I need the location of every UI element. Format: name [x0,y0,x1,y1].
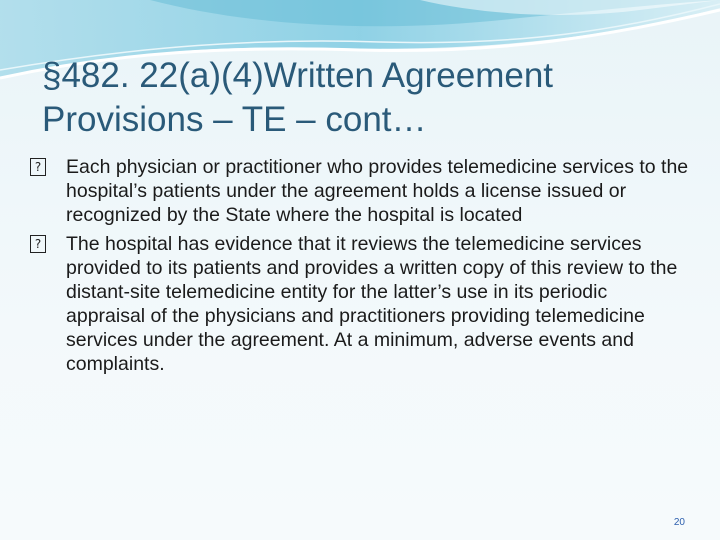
bullet-item [30,155,690,227]
slide-title [42,54,682,142]
bullet-list [30,155,690,381]
missing-glyph-bullet-icon: ? [30,158,46,176]
slide-title-line-1: §482. 22(a)(4)Written Agreement [42,56,554,95]
slide-title-line-2: Provisions – TE – cont… [42,100,427,139]
page-number: 20 [673,517,685,528]
bullet-text: The hospital has evidence that it reviews the telemedicine services provided to its patients and provides a written copy of this review to the distant-site telemedicine entity for the latter’s use in its periodic appraisal of the physicians and practitioners providing telemedicine services under the agreement. At a minimum, adverse events and complaints. [66,233,678,375]
bullet-text: Each physician or practitioner who provides telemedicine services to the hospital’s patients under the agreement holds a license issued or recognized by the State where the hospital is located [66,156,689,226]
bullet-item [30,232,690,376]
missing-glyph-bullet-icon: ? [30,235,46,253]
